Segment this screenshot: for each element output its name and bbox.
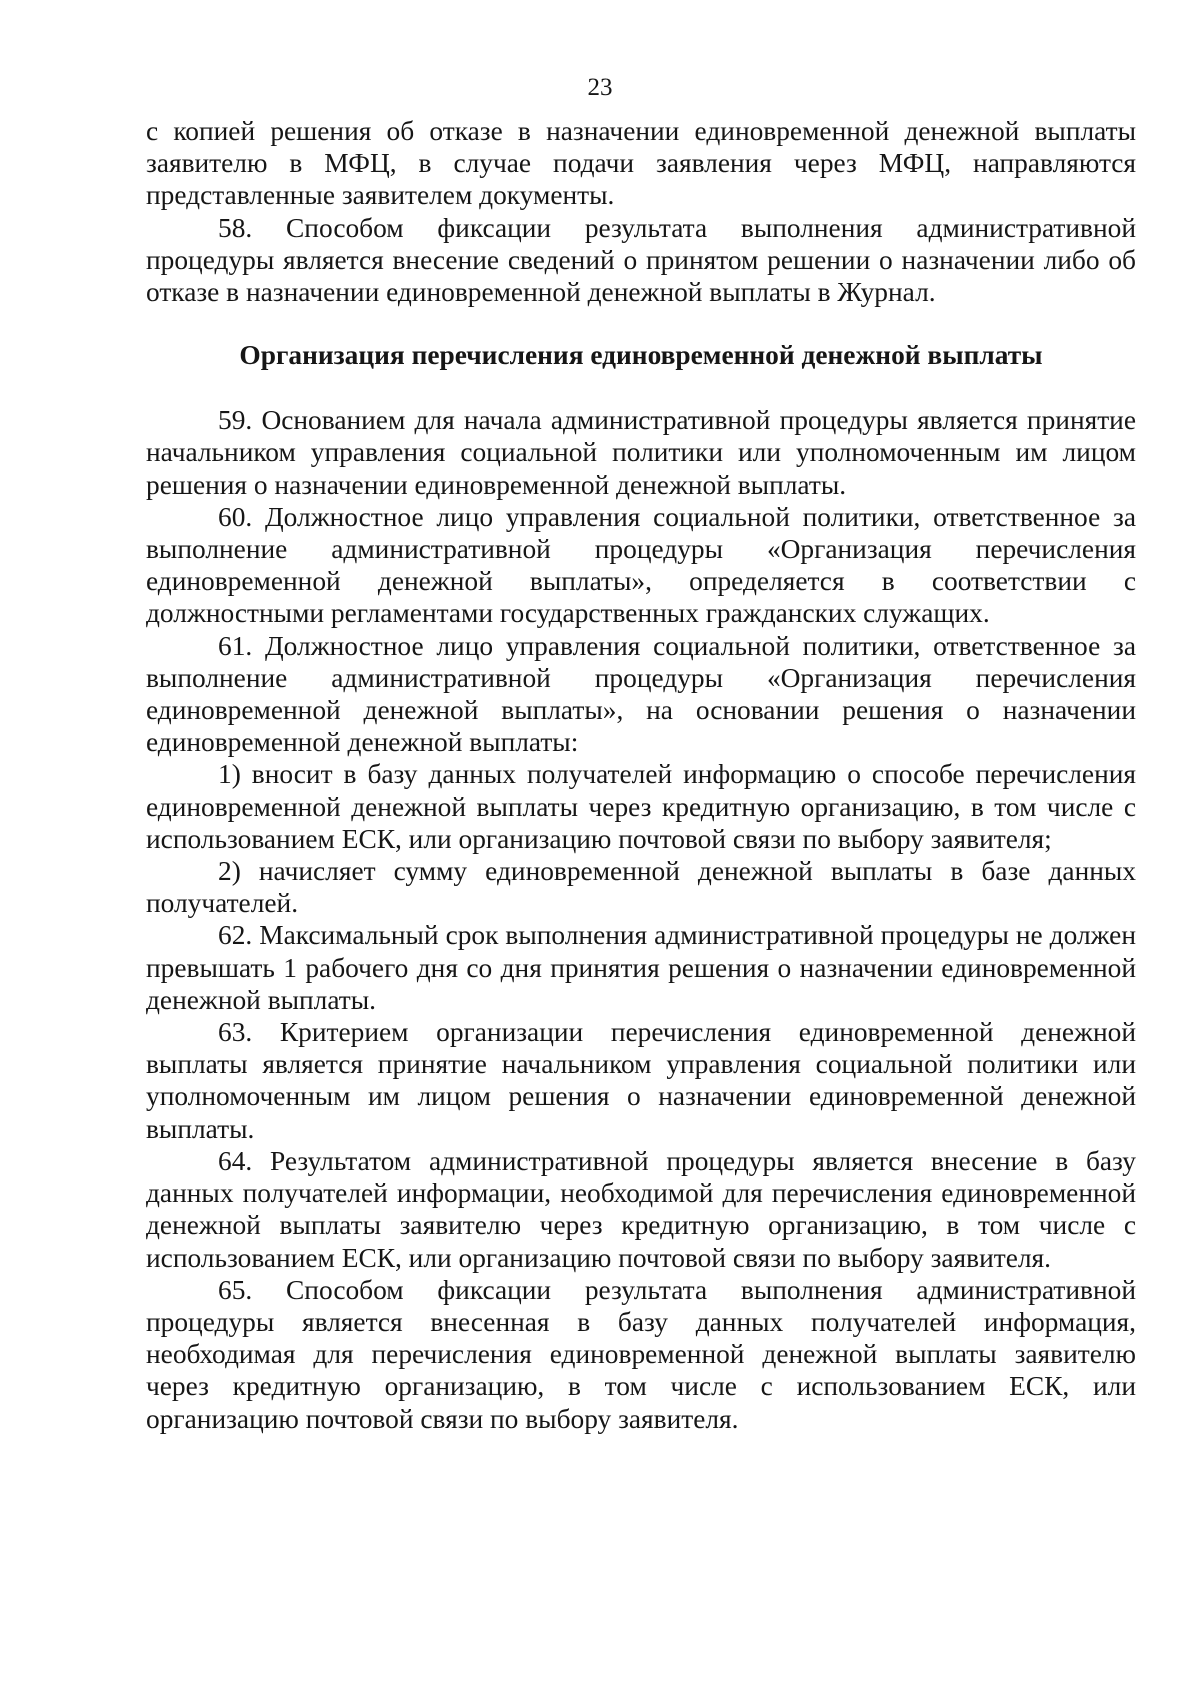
- paragraph-62: 62. Максимальный срок выполнения административной процедуры не должен превышать 1 рабочего дня со дня принятия решения о назначении единовременной денежной выплаты.: [146, 920, 1136, 1015]
- paragraph-63: 63. Критерием организации перечисления единовременной денежной выплаты является принятие начальником управления социальной политики или уполномоченным им лицом решения о назначении единовременной денежной выплаты.: [146, 1017, 1136, 1144]
- paragraph-65: 65. Способом фиксации результата выполнения административной процедуры является внесенная в базу данных получателей информация, необходимая для перечисления единовременной денежной выплаты заявителю через кредитную организацию, в том числе с использованием ЕСК, или организацию почтовой связи по выбору заявителя.: [146, 1274, 1136, 1434]
- paragraph-60: 60. Должностное лицо управления социальной политики, ответственное за выполнение административной процедуры «Организация перечисления единовременной денежной выплаты», определяется в соответствии с должностными регламентами государственных гражданских служащих.: [146, 501, 1136, 629]
- paragraph-64: 64. Результатом административной процедуры является внесение в базу данных получателей информации, необходимой для перечисления единовременной денежной выплаты заявителю через кредитную организацию, в том числе с использованием ЕСК, или организацию почтовой связи по выбору заявителя.: [146, 1145, 1136, 1273]
- paragraph-continuation: с копией решения об отказе в назначении единовременной денежной выплаты заявителю в МФЦ, в случае подачи заявления через МФЦ, направляются представленные заявителем документы.: [146, 116, 1136, 211]
- paragraph-59: 59. Основанием для начала административной процедуры является принятие начальником управления социальной политики или уполномоченным им лицом решения о назначении единовременной денежной выплаты.: [146, 405, 1136, 500]
- document-body: [146, 115, 1136, 1435]
- paragraph-61-item-2: 2) начисляет сумму единовременной денежной выплаты в базе данных получателей.: [146, 856, 1136, 919]
- page-number: 23: [587, 74, 613, 101]
- paragraph-61-item-1: 1) вносит в базу данных получателей информацию о способе перечисления единовременной денежной выплаты через кредитную организацию, в том числе с использованием ЕСК, или организацию почтовой связи по выбору заявителя;: [146, 759, 1136, 854]
- section-heading: Организация перечисления единовременной денежной выплаты: [239, 340, 1043, 371]
- paragraph-58: 58. Способом фиксации результата выполнения административной процедуры является внесение сведений о принятом решении о назначении либо об отказе в назначении единовременной денежной выплаты в Журнал.: [146, 212, 1136, 308]
- paragraph-61: 61. Должностное лицо управления социальной политики, ответственное за выполнение административной процедуры «Организация перечисления единовременной денежной выплаты», на основании решения о назначении единовременной денежной выплаты:: [146, 630, 1136, 758]
